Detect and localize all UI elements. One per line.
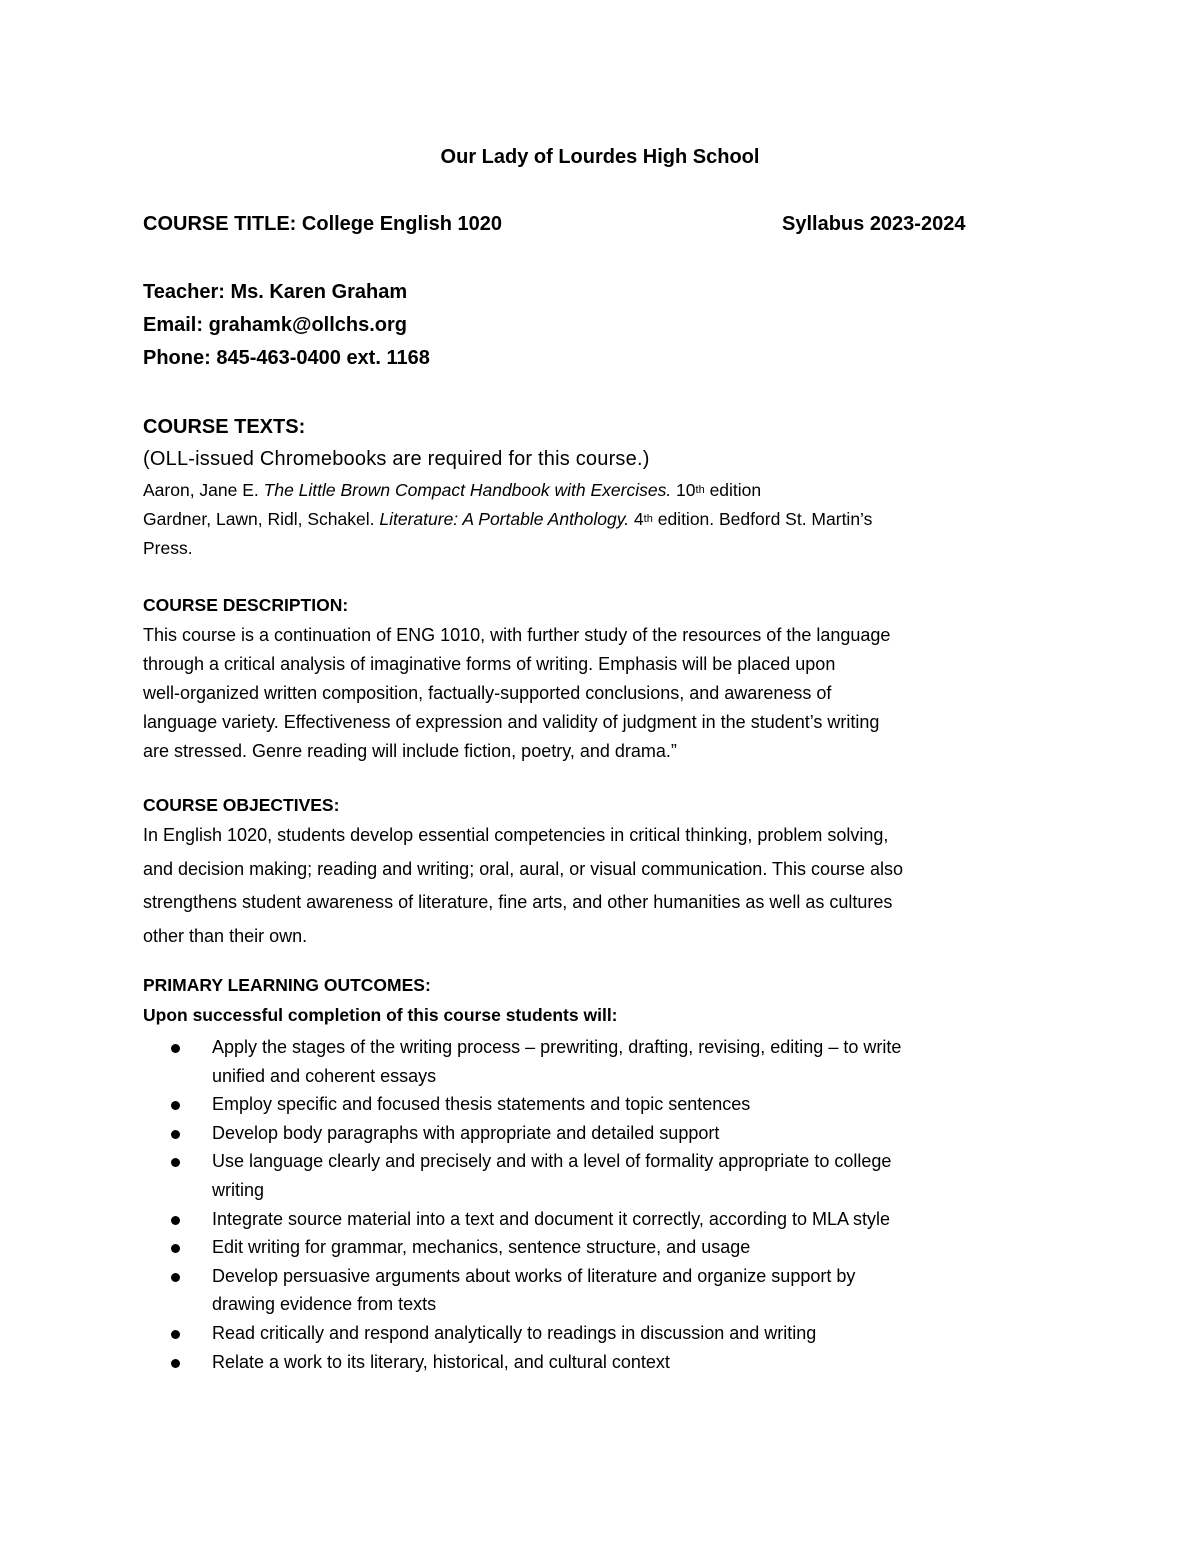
description-line: This course is a continuation of ENG 1010, with further study of the resources of the language	[143, 625, 891, 645]
email-line: Email: grahamk@ollchs.org	[143, 314, 408, 336]
description-line: well-organized written composition, factually-supported conclusions, and awareness of	[143, 683, 832, 703]
textbook-2	[143, 509, 872, 530]
learning-outcomes-intro: Upon successful completion of this course students will:	[143, 1005, 618, 1025]
course-description	[143, 621, 1063, 766]
textbook-2-publisher-cont: Press.	[143, 538, 193, 558]
outcome-text: Integrate source material into a text and document it correctly, according to MLA style	[212, 1208, 890, 1229]
textbook-1-title: The Little Brown Compact Handbook with Exercises.	[263, 480, 672, 500]
description-line: are stressed. Genre reading will include fiction, poetry, and drama.”	[143, 741, 677, 761]
bullet-icon	[168, 1033, 184, 1062]
course-title-label: COURSE TITLE:	[143, 213, 297, 235]
course-texts-heading: COURSE TEXTS:	[143, 416, 306, 438]
learning-outcomes-list	[168, 1033, 1068, 1376]
outcome-item	[168, 1147, 1068, 1204]
textbook-2-edition-suffix: th	[643, 513, 653, 525]
textbook-2-title: Literature: A Portable Anthology.	[379, 509, 630, 529]
textbook-2-authors: Gardner, Lawn, Ridl, Schakel.	[143, 509, 380, 529]
outcome-text: Edit writing for grammar, mechanics, sentence structure, and usage	[212, 1237, 751, 1258]
outcome-item	[168, 1319, 1068, 1348]
textbook-1-edition: 10	[671, 480, 696, 500]
outcome-text: Employ specific and focused thesis statements and topic sentences	[212, 1094, 751, 1115]
course-objectives-heading: COURSE OBJECTIVES:	[143, 795, 340, 815]
bullet-icon	[168, 1119, 184, 1148]
outcome-item	[168, 1348, 1068, 1377]
outcome-text-cont: unified and coherent essays	[212, 1065, 437, 1086]
bullet-icon	[168, 1090, 184, 1119]
teacher-line: Teacher: Ms. Karen Graham	[143, 281, 408, 303]
outcome-item	[168, 1119, 1068, 1148]
outcome-text: Develop body paragraphs with appropriate and detailed support	[212, 1122, 720, 1143]
textbook-1-edition-suffix: th	[695, 484, 705, 496]
course-title: College English 1020	[301, 213, 502, 235]
outcome-item	[168, 1205, 1068, 1234]
syllabus-year: Syllabus 2023-2024	[782, 213, 966, 235]
outcome-item	[168, 1033, 1068, 1090]
outcome-text: Use language clearly and precisely and with a level of formality appropriate to college	[212, 1151, 892, 1172]
outcome-text: Read critically and respond analytically to readings in discussion and writing	[212, 1322, 817, 1343]
objectives-line: strengthens student awareness of literature, fine arts, and other humanities as well as cultures	[143, 892, 893, 912]
bullet-icon	[168, 1233, 184, 1262]
outcome-item	[168, 1090, 1068, 1119]
course-description-heading: COURSE DESCRIPTION:	[143, 595, 349, 615]
bullet-icon	[168, 1147, 184, 1176]
textbook-1-edition-label: edition	[704, 480, 762, 500]
textbook-1	[143, 480, 761, 501]
phone-line: Phone: 845-463-0400 ext. 1168	[143, 347, 430, 369]
objectives-line: other than their own.	[143, 925, 308, 946]
chromebook-note: (OLL-issued Chromebooks are required for this course.)	[143, 448, 650, 470]
description-line: through a critical analysis of imaginative forms of writing. Emphasis will be placed upon	[143, 654, 836, 674]
outcome-item	[168, 1262, 1068, 1319]
textbook-2-edition-label: edition. Bedford St. Martin’s	[652, 509, 873, 529]
objectives-line: and decision making; reading and writing; oral, aural, or visual communication. This course also	[143, 858, 904, 879]
description-line: language variety. Effectiveness of expression and validity of judgment in the student’s writing	[143, 712, 880, 732]
outcome-text: Apply the stages of the writing process – prewriting, drafting, revising, editing – to write	[212, 1037, 902, 1057]
outcome-text-cont: writing	[212, 1179, 265, 1200]
textbook-1-authors: Aaron, Jane E.	[143, 480, 264, 500]
outcome-text: Develop persuasive arguments about works of literature and organize support by	[212, 1265, 856, 1286]
outcome-text: Relate a work to its literary, historical, and cultural context	[212, 1351, 670, 1372]
textbook-2-edition: 4	[629, 509, 644, 529]
objectives-line: In English 1020, students develop essential competencies in critical thinking, problem solving,	[143, 825, 889, 845]
bullet-icon	[168, 1319, 184, 1348]
learning-outcomes-heading: PRIMARY LEARNING OUTCOMES:	[143, 975, 431, 995]
outcome-item	[168, 1233, 1068, 1262]
school-name: Our Lady of Lourdes High School	[440, 146, 760, 168]
course-title-row	[143, 213, 502, 236]
bullet-icon	[168, 1205, 184, 1234]
bullet-icon	[168, 1348, 184, 1377]
outcome-text-cont: drawing evidence from texts	[212, 1294, 437, 1315]
course-objectives	[143, 819, 1063, 953]
bullet-icon	[168, 1262, 184, 1291]
